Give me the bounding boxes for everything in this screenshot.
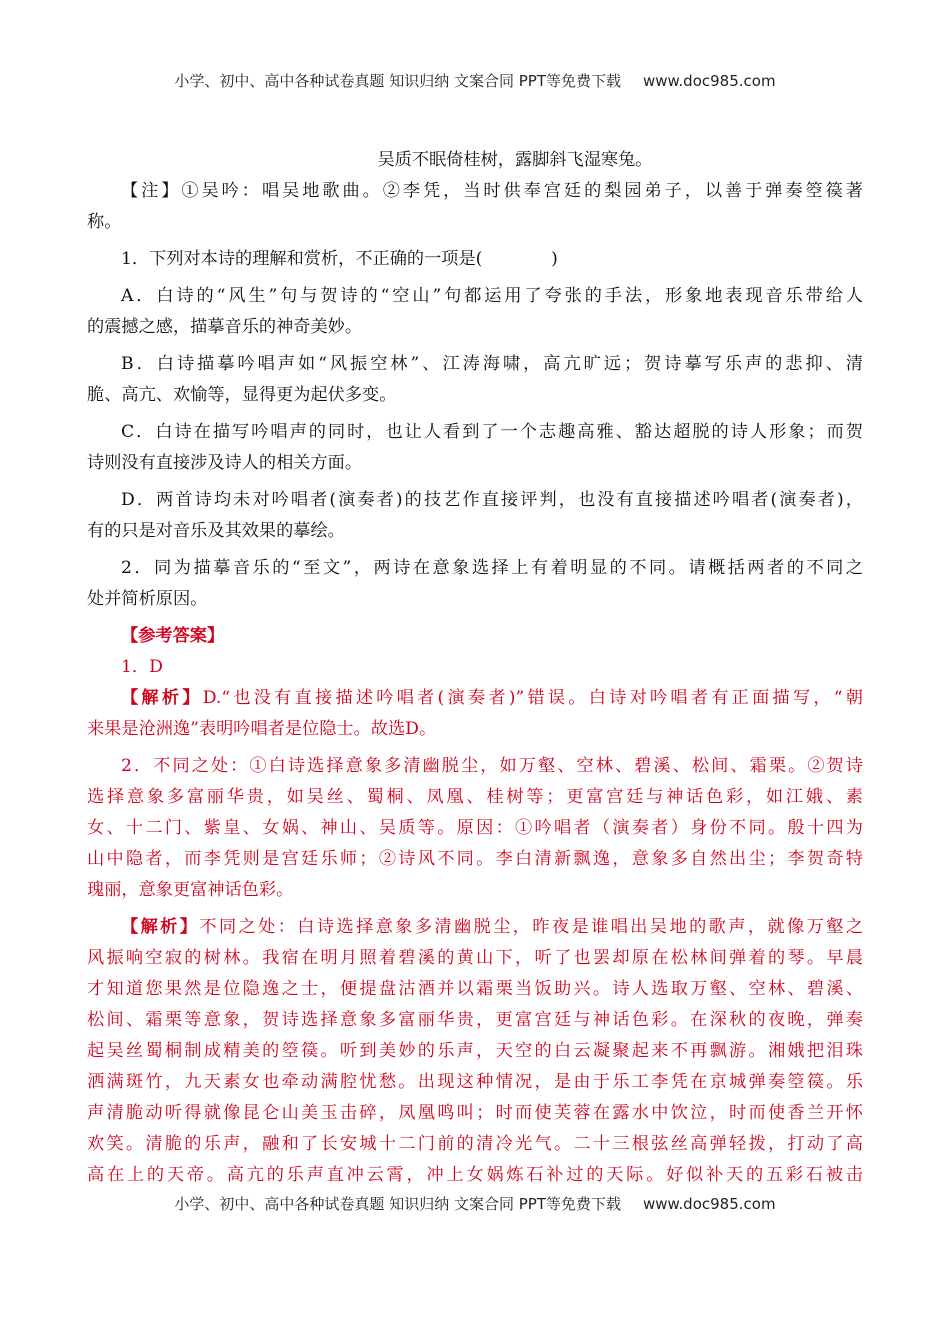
analysis-tag: 【解析】 — [121, 688, 203, 708]
answer-2-analysis-line-8: 欢笑。清脆的乐声，融和了长安城十二门前的清冷光气。二十三根弦丝高弹轻拨，打动了高 — [87, 1134, 863, 1154]
option-b-line-1: B．白诗描摹吟唱声如“风振空林”、江涛海啸，高亢旷远；贺诗摹写乐声的悲抑、清 — [121, 354, 863, 374]
answer-2-line-1: 2．不同之处：①白诗选择意象多清幽脱尘，如万壑、空林、碧溪、松间、霜栗。②贺诗 — [121, 756, 863, 776]
answer-1-analysis-line-1 — [87, 683, 863, 714]
answer-heading: 【参考答案】 — [121, 626, 225, 646]
poem-line: 吴质不眠倚桂树，露脚斜飞湿寒兔。 — [377, 150, 653, 170]
document-body — [87, 145, 863, 1191]
option-d-line-2: 有的只是对音乐及其效果的摹绘。 — [87, 521, 345, 541]
footer-url[interactable]: www.doc985.com — [642, 1195, 776, 1213]
answer-2-analysis-line-7: 声清脆动听得就像昆仑山美玉击碎，凤凰鸣叫；时而使芙蓉在露水中饮泣，时而使香兰开怀 — [87, 1103, 863, 1123]
option-d-line-1: D．两首诗均未对吟唱者(演奏者)的技艺作直接评判，也没有直接描述吟唱者(演奏者)， — [121, 490, 863, 510]
note-text-1: ①吴吟：唱吴地歌曲。②李凭，当时供奉宫廷的梨园弟子，以善于弹奏箜篌著 — [181, 181, 863, 201]
option-a-line-2: 的震撼之感，描摹音乐的神奇美妙。 — [87, 317, 363, 337]
answer-2-analysis-line-1 — [87, 912, 863, 943]
header-text: 小学、初中、高中各种试卷真题 知识归纳 文案合同 PPT等免费下载 — [174, 72, 621, 90]
analysis-tag-2: 【解析】 — [121, 917, 200, 937]
header-url[interactable]: www.doc985.com — [642, 72, 776, 90]
note-tag: 【注】 — [121, 181, 182, 201]
answer-1-analysis-text-1: D.“也没有直接描述吟唱者(演奏者)”错误。白诗对吟唱者有正面描写，“朝 — [202, 688, 863, 708]
answer-2-analysis-line-9: 高在上的天帝。高亢的乐声直冲云霄，冲上女娲炼石补过的天际。好似补天的五彩石被击 — [87, 1165, 863, 1185]
page-footer — [0, 1193, 950, 1214]
answer-2-analysis-line-5: 起吴丝蜀桐制成精美的箜篌。听到美妙的乐声，天空的白云凝聚起来不再飘游。湘娥把泪珠 — [87, 1041, 863, 1061]
answer-2-line-2: 选择意象多富丽华贵，如吴丝、蜀桐、凤凰、桂树等；更富宫廷与神话色彩，如江娥、素 — [87, 787, 863, 807]
option-c-line-2: 诗则没有直接涉及诗人的相关方面。 — [87, 453, 363, 473]
note-line-1 — [87, 176, 863, 207]
answer-2-line-4: 山中隐者，而李凭则是宫廷乐师；②诗风不同。李白清新飘逸，意象多自然出尘；李贺奇特 — [87, 849, 863, 869]
answer-1-analysis-line-2: 来果是沧洲逸”表明吟唱者是位隐士。故选D。 — [87, 719, 437, 739]
page-header — [0, 70, 950, 91]
answer-2-line-3: 女、十二门、紫皇、女娲、神山、吴质等。原因：①吟唱者（演奏者）身份不同。殷十四为 — [87, 818, 863, 838]
answer-2-analysis-line-3: 才知道您果然是位隐逸之士，便提盘沽酒并以霜栗当饭助兴。诗人选取万壑、空林、碧溪、 — [87, 979, 863, 999]
note-line-2: 称。 — [87, 212, 122, 232]
question-2-line-1: 2．同为描摹音乐的“至文”，两诗在意象选择上有着明显的不同。请概括两者的不同之 — [121, 558, 863, 578]
answer-1: 1．D — [121, 657, 163, 677]
answer-2-analysis-line-2: 风振响空寂的树林。我宿在明月照着碧溪的黄山下，听了也罢却原在松林间弹着的琴。早晨 — [87, 948, 863, 968]
answer-2-analysis-line-4: 松间、霜栗等意象，贺诗选择意象多富丽华贵，更富宫廷与神话色彩。在深秋的夜晚，弹奏 — [87, 1010, 863, 1030]
answer-2-line-5: 瑰丽，意象更富神话色彩。 — [87, 880, 294, 900]
option-b-line-2: 脆、高亢、欢愉等，显得更为起伏多变。 — [87, 385, 397, 405]
question-2-line-2: 处并简析原因。 — [87, 589, 208, 609]
option-a-line-1: A．白诗的“风生”句与贺诗的“空山”句都运用了夸张的手法，形象地表现音乐带给人 — [121, 286, 863, 306]
option-c-line-1: C．白诗在描写吟唱声的同时，也让人看到了一个志趣高雅、豁达超脱的诗人形象；而贺 — [121, 422, 863, 442]
footer-text: 小学、初中、高中各种试卷真题 知识归纳 文案合同 PPT等免费下载 — [174, 1195, 621, 1213]
answer-2-analysis-line-6: 洒满斑竹，九天素女也牵动满腔忧愁。出现这种情况，是由于乐工李凭在京城弹奏箜篌。乐 — [87, 1072, 863, 1092]
question-1-stem: 1．下列对本诗的理解和赏析，不正确的一项是( ) — [121, 249, 558, 269]
answer-2-analysis-text-1: 不同之处：白诗选择意象多清幽脱尘，昨夜是谁唱出吴地的歌声，就像万壑之 — [199, 917, 863, 937]
